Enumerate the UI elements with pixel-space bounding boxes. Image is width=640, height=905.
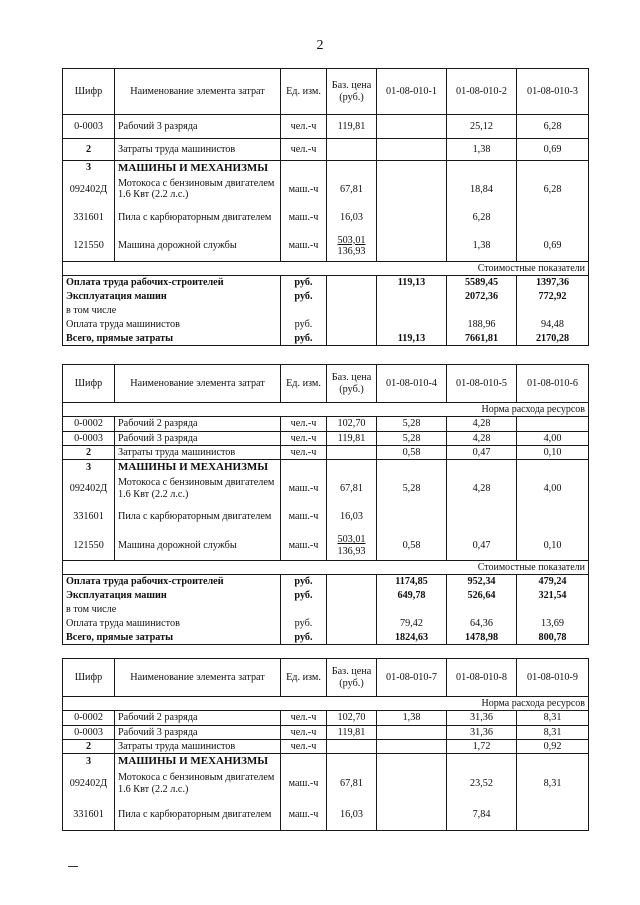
row-name: Мотокоса с бензиновым двигателем 1.6 Квт (2.2 л.с.) xyxy=(115,175,281,203)
row-code: 121550 xyxy=(63,231,115,261)
section-code: 3 xyxy=(63,161,115,176)
cost-value-2: 188,96 xyxy=(447,318,517,332)
row-code: 0-0003 xyxy=(63,115,115,139)
row-value-2: 4,28 xyxy=(447,417,517,431)
cost-value-3: 94,48 xyxy=(517,318,589,332)
row-price: 16,03 xyxy=(327,503,377,531)
cost-name: в том числе xyxy=(63,603,281,617)
row-code: 331601 xyxy=(63,503,115,531)
row-name: Рабочий 3 разряда xyxy=(115,431,281,445)
cost-unit xyxy=(281,304,327,318)
row-name: Машина дорожной службы xyxy=(115,231,281,261)
cost-name: Оплата труда рабочих-строителей xyxy=(63,276,281,290)
table-row xyxy=(63,740,589,754)
row-name: Рабочий 3 разряда xyxy=(115,115,281,139)
cost-name: в том числе xyxy=(63,304,281,318)
cost-row xyxy=(63,631,589,645)
header-col-7: 01-08-010-7 xyxy=(377,659,447,697)
cost-value-1 xyxy=(377,318,447,332)
price-value-1: 503,01 xyxy=(337,234,366,246)
cost-value-3 xyxy=(517,603,589,617)
table-row xyxy=(63,711,589,725)
row-value-3: 0,10 xyxy=(517,531,589,561)
header-col-3: 01-08-010-3 xyxy=(517,69,589,115)
row-value-1 xyxy=(377,175,447,203)
row-value-3: 0,92 xyxy=(517,740,589,754)
header-col-1: 01-08-010-1 xyxy=(377,69,447,115)
table-row xyxy=(63,431,589,445)
table-row xyxy=(63,446,589,460)
row-value-1 xyxy=(377,139,447,161)
row-unit: маш.-ч xyxy=(281,203,327,231)
row-price: 67,81 xyxy=(327,475,377,503)
row-value-1: 5,28 xyxy=(377,417,447,431)
cost-value-3 xyxy=(517,304,589,318)
row-value-3: 8,31 xyxy=(517,725,589,739)
row-value-3: 4,00 xyxy=(517,475,589,503)
cost-indicators-label: Стоимостные показатели xyxy=(63,261,589,275)
row-unit: маш.-ч xyxy=(281,799,327,831)
table-row xyxy=(63,203,589,231)
cost-row xyxy=(63,575,589,589)
cost-value-3: 800,78 xyxy=(517,631,589,645)
header-col-8: 01-08-010-8 xyxy=(447,659,517,697)
row-code: 092402Д xyxy=(63,475,115,503)
cost-indicators-label: Стоимостные показатели xyxy=(63,561,589,575)
row-price xyxy=(327,231,377,261)
cost-value-2: 5589,45 xyxy=(447,276,517,290)
row-code: 2 xyxy=(63,139,115,161)
row-value-1 xyxy=(377,503,447,531)
row-value-2: 31,36 xyxy=(447,711,517,725)
row-unit: маш.-ч xyxy=(281,769,327,799)
header-col-6: 01-08-010-6 xyxy=(517,365,589,403)
row-value-1 xyxy=(377,231,447,261)
header-price: Баз. цена (руб.) xyxy=(327,69,377,115)
cost-row xyxy=(63,589,589,603)
row-value-3 xyxy=(517,503,589,531)
footer-mark xyxy=(68,866,78,867)
price-value-2: 136,93 xyxy=(337,246,366,258)
table-row xyxy=(63,769,589,799)
row-value-2: 7,84 xyxy=(447,799,517,831)
header-unit: Ед. изм. xyxy=(281,365,327,403)
row-value-1: 1,38 xyxy=(377,711,447,725)
row-value-3: 6,28 xyxy=(517,175,589,203)
price-value-2: 136,93 xyxy=(337,545,366,557)
row-value-1 xyxy=(377,203,447,231)
row-value-2: 0,47 xyxy=(447,531,517,561)
row-code: 121550 xyxy=(63,531,115,561)
cost-unit: руб. xyxy=(281,575,327,589)
row-price xyxy=(327,446,377,460)
cost-value-2: 7661,81 xyxy=(447,332,517,346)
subheader-row xyxy=(63,697,589,711)
cost-value-3: 13,69 xyxy=(517,617,589,631)
section-title: МАШИНЫ И МЕХАНИЗМЫ xyxy=(115,161,281,176)
row-name: Пила с карбюраторным двигателем xyxy=(115,503,281,531)
row-name: Рабочий 2 разряда xyxy=(115,711,281,725)
cost-value-2: 526,64 xyxy=(447,589,517,603)
row-code: 2 xyxy=(63,740,115,754)
row-value-2: 4,28 xyxy=(447,431,517,445)
header-col-9: 01-08-010-9 xyxy=(517,659,589,697)
row-price xyxy=(327,740,377,754)
row-unit: чел.-ч xyxy=(281,740,327,754)
row-value-3: 0,69 xyxy=(517,139,589,161)
row-unit: чел.-ч xyxy=(281,139,327,161)
row-unit: маш.-ч xyxy=(281,231,327,261)
row-value-2: 18,84 xyxy=(447,175,517,203)
table-row xyxy=(63,725,589,739)
cost-value-1: 1824,63 xyxy=(377,631,447,645)
row-value-1 xyxy=(377,799,447,831)
cost-value-1: 1174,85 xyxy=(377,575,447,589)
cost-value-3: 479,24 xyxy=(517,575,589,589)
row-name: Пила с карбюраторным двигателем xyxy=(115,203,281,231)
cost-name: Эксплуатация машин xyxy=(63,589,281,603)
row-name: Затраты труда машинистов xyxy=(115,446,281,460)
cost-unit: руб. xyxy=(281,631,327,645)
row-name: Пила с карбюраторным двигателем xyxy=(115,799,281,831)
cost-row xyxy=(63,617,589,631)
row-value-3: 8,31 xyxy=(517,711,589,725)
cost-value-2: 952,34 xyxy=(447,575,517,589)
header-unit: Ед. изм. xyxy=(281,659,327,697)
resource-norm-label: Норма расхода ресурсов xyxy=(63,697,589,711)
header-col-5: 01-08-010-5 xyxy=(447,365,517,403)
cost-name: Оплата труда машинистов xyxy=(63,617,281,631)
cost-value-3: 772,92 xyxy=(517,290,589,304)
cost-value-2: 64,36 xyxy=(447,617,517,631)
cost-value-1 xyxy=(377,603,447,617)
cost-name: Всего, прямые затраты xyxy=(63,332,281,346)
price-value-1: 503,01 xyxy=(337,534,366,546)
header-name: Наименование элемента затрат xyxy=(115,69,281,115)
section-title: МАШИНЫ И МЕХАНИЗМЫ xyxy=(115,754,281,769)
row-code: 092402Д xyxy=(63,175,115,203)
section-row xyxy=(63,460,589,475)
row-unit: чел.-ч xyxy=(281,446,327,460)
row-price: 119,81 xyxy=(327,725,377,739)
cost-row xyxy=(63,318,589,332)
row-value-1: 5,28 xyxy=(377,475,447,503)
row-value-3: 4,00 xyxy=(517,431,589,445)
row-value-1: 0,58 xyxy=(377,446,447,460)
cost-unit: руб. xyxy=(281,290,327,304)
cost-row xyxy=(63,304,589,318)
page-number: 2 xyxy=(316,38,324,53)
row-value-3: 0,69 xyxy=(517,231,589,261)
estimate-table-3 xyxy=(62,658,589,831)
cost-unit: руб. xyxy=(281,276,327,290)
header-name: Наименование элемента затрат xyxy=(115,659,281,697)
subheader-row xyxy=(63,261,589,275)
row-price: 119,81 xyxy=(327,115,377,139)
row-value-3: 6,28 xyxy=(517,115,589,139)
row-unit: маш.-ч xyxy=(281,503,327,531)
row-unit: маш.-ч xyxy=(281,531,327,561)
row-value-3: 0,10 xyxy=(517,446,589,460)
section-title: МАШИНЫ И МЕХАНИЗМЫ xyxy=(115,460,281,475)
cost-row xyxy=(63,603,589,617)
cost-value-1: 649,78 xyxy=(377,589,447,603)
cost-value-2: 2072,36 xyxy=(447,290,517,304)
header-code: Шифр xyxy=(63,659,115,697)
header-code: Шифр xyxy=(63,69,115,115)
row-name: Затраты труда машинистов xyxy=(115,139,281,161)
row-unit: чел.-ч xyxy=(281,431,327,445)
row-value-2: 6,28 xyxy=(447,203,517,231)
subheader-row xyxy=(63,403,589,417)
row-name: Мотокоса с бензиновым двигателем 1.6 Квт (2.2 л.с.) xyxy=(115,769,281,799)
row-name: Рабочий 3 разряда xyxy=(115,725,281,739)
row-value-1 xyxy=(377,725,447,739)
cost-unit xyxy=(281,603,327,617)
section-row xyxy=(63,754,589,769)
cost-name: Всего, прямые затраты xyxy=(63,631,281,645)
row-value-2 xyxy=(447,503,517,531)
row-value-2: 31,36 xyxy=(447,725,517,739)
row-price: 16,03 xyxy=(327,203,377,231)
row-value-2: 4,28 xyxy=(447,475,517,503)
row-value-1 xyxy=(377,740,447,754)
cost-value-2: 1478,98 xyxy=(447,631,517,645)
row-value-2: 25,12 xyxy=(447,115,517,139)
header-name: Наименование элемента затрат xyxy=(115,365,281,403)
row-code: 331601 xyxy=(63,799,115,831)
cost-row xyxy=(63,276,589,290)
section-row xyxy=(63,161,589,176)
row-name: Мотокоса с бензиновым двигателем 1.6 Квт (2.2 л.с.) xyxy=(115,475,281,503)
cost-value-3: 2170,28 xyxy=(517,332,589,346)
table-row xyxy=(63,417,589,431)
row-price: 16,03 xyxy=(327,799,377,831)
header-code: Шифр xyxy=(63,365,115,403)
section-code: 3 xyxy=(63,754,115,769)
table-row xyxy=(63,799,589,831)
estimate-table-2 xyxy=(62,364,589,645)
row-price: 67,81 xyxy=(327,175,377,203)
row-unit: маш.-ч xyxy=(281,475,327,503)
cost-unit: руб. xyxy=(281,318,327,332)
row-price xyxy=(327,139,377,161)
header-unit: Ед. изм. xyxy=(281,69,327,115)
table-row xyxy=(63,115,589,139)
row-value-1 xyxy=(377,769,447,799)
section-code: 3 xyxy=(63,460,115,475)
row-unit: чел.-ч xyxy=(281,711,327,725)
row-code: 0-0003 xyxy=(63,725,115,739)
row-code: 331601 xyxy=(63,203,115,231)
row-value-1: 0,58 xyxy=(377,531,447,561)
row-value-3 xyxy=(517,799,589,831)
header-col-2: 01-08-010-2 xyxy=(447,69,517,115)
cost-value-1: 119,13 xyxy=(377,276,447,290)
table-row xyxy=(63,475,589,503)
cost-value-3: 321,54 xyxy=(517,589,589,603)
row-name: Машина дорожной службы xyxy=(115,531,281,561)
row-value-2: 23,52 xyxy=(447,769,517,799)
table-row xyxy=(63,231,589,261)
row-code: 0-0003 xyxy=(63,431,115,445)
row-value-3: 8,31 xyxy=(517,769,589,799)
row-price: 119,81 xyxy=(327,431,377,445)
row-name: Рабочий 2 разряда xyxy=(115,417,281,431)
header-col-4: 01-08-010-4 xyxy=(377,365,447,403)
cost-row xyxy=(63,290,589,304)
resource-norm-label: Норма расхода ресурсов xyxy=(63,403,589,417)
row-name: Затраты труда машинистов xyxy=(115,740,281,754)
row-unit: чел.-ч xyxy=(281,417,327,431)
cost-name: Оплата труда машинистов xyxy=(63,318,281,332)
cost-value-1: 79,42 xyxy=(377,617,447,631)
table-row xyxy=(63,503,589,531)
estimate-table-1 xyxy=(62,68,589,346)
table-row xyxy=(63,531,589,561)
header-price: Баз. цена (руб.) xyxy=(327,659,377,697)
cost-unit: руб. xyxy=(281,332,327,346)
row-value-2: 0,47 xyxy=(447,446,517,460)
row-value-1: 5,28 xyxy=(377,431,447,445)
row-unit: чел.-ч xyxy=(281,725,327,739)
cost-value-3: 1397,36 xyxy=(517,276,589,290)
row-unit: чел.-ч xyxy=(281,115,327,139)
cost-row xyxy=(63,332,589,346)
row-value-2: 1,38 xyxy=(447,139,517,161)
header-price: Баз. цена (руб.) xyxy=(327,365,377,403)
row-price: 67,81 xyxy=(327,769,377,799)
cost-value-2 xyxy=(447,603,517,617)
cost-value-1 xyxy=(377,290,447,304)
row-price: 102,70 xyxy=(327,711,377,725)
table-row xyxy=(63,139,589,161)
row-price: 102,70 xyxy=(327,417,377,431)
cost-name: Эксплуатация машин xyxy=(63,290,281,304)
row-code: 2 xyxy=(63,446,115,460)
row-value-2: 1,38 xyxy=(447,231,517,261)
subheader-row xyxy=(63,561,589,575)
cost-value-2 xyxy=(447,304,517,318)
cost-unit: руб. xyxy=(281,617,327,631)
row-unit: маш.-ч xyxy=(281,175,327,203)
row-price xyxy=(327,531,377,561)
row-code: 0-0002 xyxy=(63,417,115,431)
cost-value-1: 119,13 xyxy=(377,332,447,346)
row-value-3 xyxy=(517,417,589,431)
row-code: 092402Д xyxy=(63,769,115,799)
row-code: 0-0002 xyxy=(63,711,115,725)
table-row xyxy=(63,175,589,203)
cost-name: Оплата труда рабочих-строителей xyxy=(63,575,281,589)
row-value-1 xyxy=(377,115,447,139)
row-value-2: 1,72 xyxy=(447,740,517,754)
cost-value-1 xyxy=(377,304,447,318)
row-value-3 xyxy=(517,203,589,231)
cost-unit: руб. xyxy=(281,589,327,603)
